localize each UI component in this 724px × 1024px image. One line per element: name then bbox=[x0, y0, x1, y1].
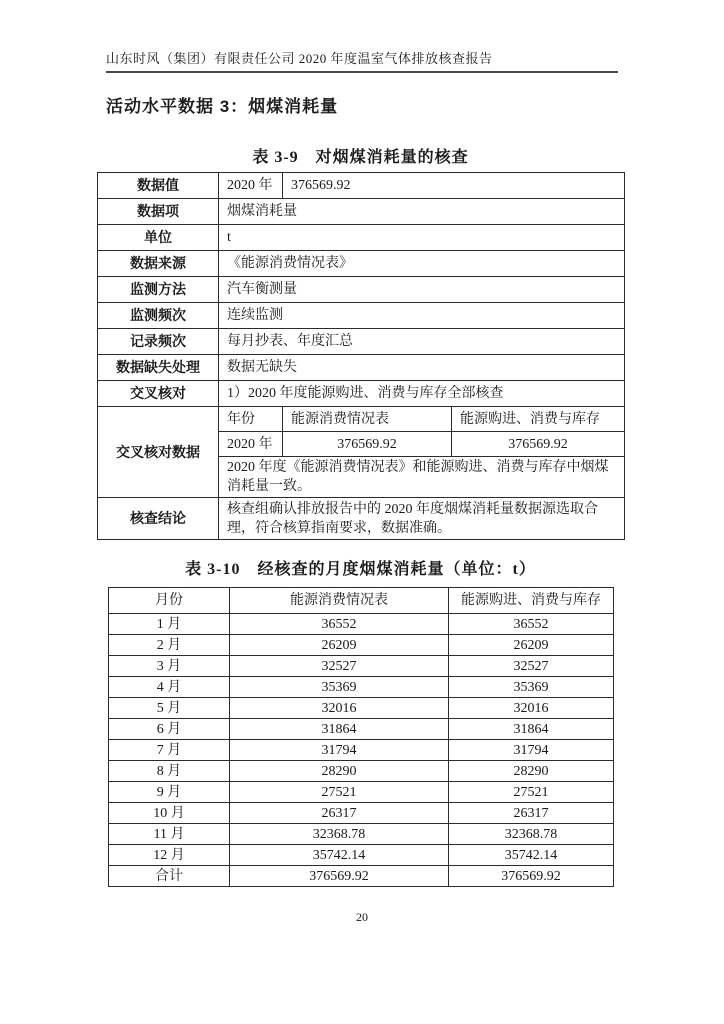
month-cell: 6 月 bbox=[109, 719, 230, 740]
month-cell: 4 月 bbox=[109, 677, 230, 698]
value-cell: 376569.92 bbox=[283, 432, 452, 457]
table-coal-consumption-check bbox=[97, 172, 625, 540]
row-label: 数据来源 bbox=[98, 251, 219, 277]
table-row bbox=[98, 381, 625, 407]
table-row bbox=[98, 251, 625, 277]
value-cell: 烟煤消耗量 bbox=[219, 199, 625, 225]
table9-title: 表 3-9 对烟煤消耗量的核查 bbox=[252, 149, 469, 166]
table-row bbox=[109, 614, 614, 635]
table-row bbox=[98, 225, 625, 251]
value-cell: 376569.92 bbox=[452, 432, 625, 457]
value-cell: 376569.92 bbox=[230, 866, 449, 887]
table-row bbox=[109, 698, 614, 719]
sub-header-cell: 能源购进、消费与库存 bbox=[452, 407, 625, 432]
table-row bbox=[98, 199, 625, 225]
row-label: 监测方法 bbox=[98, 277, 219, 303]
table-row bbox=[109, 719, 614, 740]
value-cell: 每月抄表、年度汇总 bbox=[219, 329, 625, 355]
value-cell: 32527 bbox=[230, 656, 449, 677]
row-label: 数据值 bbox=[98, 173, 219, 199]
year-cell: 2020 年 bbox=[219, 432, 283, 457]
month-cell: 3 月 bbox=[109, 656, 230, 677]
running-header: 山东时风（集团）有限责任公司 2020 年度温室气体排放核查报告 bbox=[106, 48, 618, 73]
row-label: 核查结论 bbox=[98, 498, 219, 540]
table-row bbox=[109, 635, 614, 656]
row-label: 监测频次 bbox=[98, 303, 219, 329]
table-header-row bbox=[109, 588, 614, 614]
value-cell: 26209 bbox=[449, 635, 614, 656]
value-cell: 35369 bbox=[230, 677, 449, 698]
month-cell: 11 月 bbox=[109, 824, 230, 845]
row-label: 单位 bbox=[98, 225, 219, 251]
table-row bbox=[109, 656, 614, 677]
value-cell: 35742.14 bbox=[449, 845, 614, 866]
month-cell: 2 月 bbox=[109, 635, 230, 656]
value-cell: 31864 bbox=[449, 719, 614, 740]
value-cell: 26317 bbox=[449, 803, 614, 824]
total-row bbox=[109, 866, 614, 887]
row-label: 数据缺失处理 bbox=[98, 355, 219, 381]
value-cell: 27521 bbox=[449, 782, 614, 803]
table-row bbox=[98, 173, 625, 199]
table-row bbox=[98, 277, 625, 303]
value-cell: 《能源消费情况表》 bbox=[219, 251, 625, 277]
table-row bbox=[109, 824, 614, 845]
value-cell: 1）2020 年度能源购进、消费与库存全部核查 bbox=[219, 381, 625, 407]
table-row bbox=[109, 845, 614, 866]
table-row bbox=[109, 803, 614, 824]
sub-header-cell: 能源消费情况表 bbox=[283, 407, 452, 432]
value-cell: 数据无缺失 bbox=[219, 355, 625, 381]
value-cell: 26209 bbox=[230, 635, 449, 656]
header-cell: 能源消费情况表 bbox=[230, 588, 449, 614]
value-cell: 376569.92 bbox=[449, 866, 614, 887]
value-cell: 31864 bbox=[230, 719, 449, 740]
value-cell: 32368.78 bbox=[449, 824, 614, 845]
value-cell: 35742.14 bbox=[230, 845, 449, 866]
value-cell: 32016 bbox=[230, 698, 449, 719]
table-monthly-coal-consumption bbox=[108, 587, 614, 887]
row-label: 数据项 bbox=[98, 199, 219, 225]
table-row bbox=[109, 782, 614, 803]
month-cell: 10 月 bbox=[109, 803, 230, 824]
total-label-cell: 合计 bbox=[109, 866, 230, 887]
conclusion-cell: 核查组确认排放报告中的 2020 年度烟煤消耗量数据源选取合理，符合核算指南要求，数据准确。 bbox=[219, 498, 625, 540]
value-cell: 汽车衡测量 bbox=[219, 277, 625, 303]
value-cell: 32368.78 bbox=[230, 824, 449, 845]
page-number: 20 bbox=[356, 910, 368, 924]
value-cell: 27521 bbox=[230, 782, 449, 803]
row-label: 交叉核对数据 bbox=[98, 407, 219, 498]
month-cell: 9 月 bbox=[109, 782, 230, 803]
table-row bbox=[98, 303, 625, 329]
row-label: 交叉核对 bbox=[98, 381, 219, 407]
row-label: 记录频次 bbox=[98, 329, 219, 355]
month-cell: 1 月 bbox=[109, 614, 230, 635]
table10-title: 表 3-10 经核查的月度烟煤消耗量（单位：t） bbox=[185, 561, 536, 578]
sub-header-cell: 年份 bbox=[219, 407, 283, 432]
value-cell: 36552 bbox=[230, 614, 449, 635]
year-cell: 2020 年 bbox=[219, 173, 283, 199]
conclusion-row bbox=[98, 498, 625, 540]
value-cell: 376569.92 bbox=[283, 173, 625, 199]
value-cell: 31794 bbox=[449, 740, 614, 761]
cross-check-header-row bbox=[98, 407, 625, 432]
month-cell: 7 月 bbox=[109, 740, 230, 761]
value-cell: 28290 bbox=[230, 761, 449, 782]
table-row bbox=[109, 740, 614, 761]
value-cell: 28290 bbox=[449, 761, 614, 782]
table-row bbox=[109, 677, 614, 698]
value-cell: 32016 bbox=[449, 698, 614, 719]
value-cell: 35369 bbox=[449, 677, 614, 698]
month-cell: 12 月 bbox=[109, 845, 230, 866]
value-cell: 31794 bbox=[230, 740, 449, 761]
table-row bbox=[109, 761, 614, 782]
header-cell: 月份 bbox=[109, 588, 230, 614]
note-cell: 2020 年度《能源消费情况表》和能源购进、消费与库存中烟煤消耗量一致。 bbox=[219, 457, 625, 498]
value-cell: 32527 bbox=[449, 656, 614, 677]
header-cell: 能源购进、消费与库存 bbox=[449, 588, 614, 614]
value-cell: 26317 bbox=[230, 803, 449, 824]
month-cell: 5 月 bbox=[109, 698, 230, 719]
value-cell: 36552 bbox=[449, 614, 614, 635]
table-row bbox=[98, 329, 625, 355]
section-heading: 活动水平数据 3：烟煤消耗量 bbox=[106, 97, 339, 116]
table-row bbox=[98, 355, 625, 381]
month-cell: 8 月 bbox=[109, 761, 230, 782]
value-cell: 连续监测 bbox=[219, 303, 625, 329]
value-cell: t bbox=[219, 225, 625, 251]
